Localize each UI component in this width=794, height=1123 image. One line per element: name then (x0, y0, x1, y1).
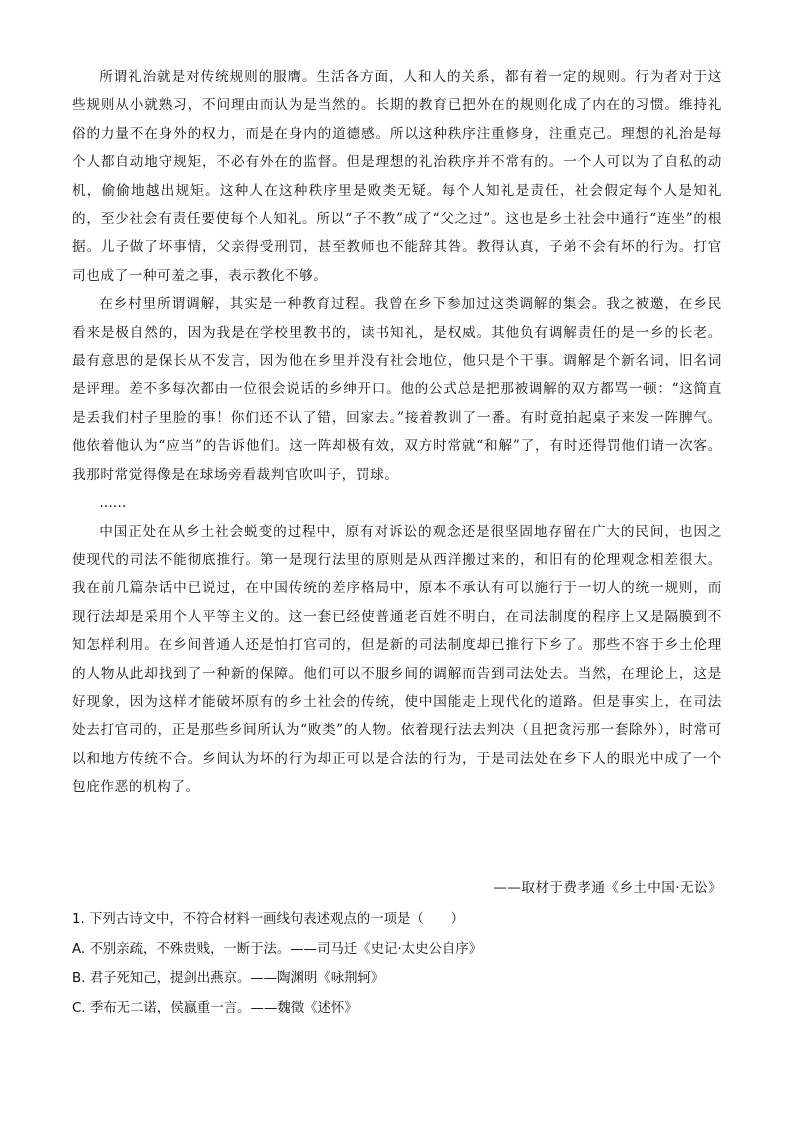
option-b: B. 君子死知己，提剑出燕京。——陶渊明《咏荆轲》 (72, 971, 385, 986)
ellipsis: …… (99, 495, 127, 512)
option-c: C. 季布无二诺，侯嬴重一言。——魏徵《述怀》 (72, 1000, 358, 1016)
question-stem: 1. 下列古诗文中，不符合材料一画线句表述观点的一项是（ ） (72, 912, 464, 927)
reading-passage (72, 63, 722, 802)
paragraph-rule-of-rites: 所谓礼治就是对传统规则的服膺。生活各方面，人和人的关系，都有着一定的规则。行为者对于这些规则从小就熟习，不问理由而认为是当然的。长期的教育已把外在的规则化成了内在的习惯。维持礼俗的力量不在身外的权力，而是在身内的道德感。所以这种秩序注重修身，注重克己。理想的礼治是每个人都自动地守规矩，不必有外在的监督。但是理想的礼治秩序并不常有的。一个人可以为了自私的动机，偷偷地越出规矩。这种人在这种秩序里是败类无疑。每个人知礼是责任，社会假定每个人是知礼的，至少社会有责任要使每个人知礼。所以“子不教”成了“父之过”。这也是乡土社会中通行“连坐”的根据。儿子做了坏事情，父亲得受刑罚，甚至教师也不能辞其咎。教得认真，子弟不会有坏的行为。打官司也成了一种可羞之事，表示教化不够。 (72, 69, 722, 284)
source-citation: ——取材于费孝通《乡土中国·无讼》 (493, 880, 722, 896)
question-block (72, 905, 722, 1023)
paragraph-litigation: 中国正处在从乡土社会蜕变的过程中，原有对诉讼的观念还是很坚固地存留在广大的民间，也因之使现代的司法不能彻底推行。第一是现行法里的原则是从西洋搬过来的，和旧有的伦理观念相差很大。我在前几篇杂话中已说过，在中国传统的差序格局中，原本不承认有可以施行于一切人的统一规则，而现行法却是采用个人平等主义的。这一套已经使普通老百姓不明白，在司法制度的程序上又是隔膜到不知怎样利用。在乡间普通人还是怕打官司的，但是新的司法制度却已推行下乡了。那些不容于乡土伦理的人物从此却找到了一种新的保障。他们可以不服乡间的调解而告到司法处去。当然，在理论上，这是好现象，因为这样才能破坏原有的乡土社会的传统，使中国能走上现代化的道路。但是事实上，在司法处去打官司的，正是那些乡间所认为“败类”的人物。依着现行法去判决（且把贪污那一套除外），时常可以和地方传统不合。乡间认为坏的行为却正可以是合法的行为，于是司法处在乡下人的眼光中成了一个包庇作恶的机构了。 (72, 523, 722, 796)
paragraph-mediation: 在乡村里所谓调解，其实是一种教育过程。我曾在乡下参加过这类调解的集会。我之被邀，在乡民看来是极自然的，因为我是在学校里教书的，读书知礼，是权威。其他负有调解责任的是一乡的长老。最有意思的是保长从不发言，因为他在乡里并没有社会地位，他只是个干事。调解是个新名词，旧名词是评理。差不多每次都由一位很会说话的乡绅开口。他的公式总是把那被调解的双方都骂一顿：“这简直是丢我们村子里脸的事！你们还不认了错，回家去。”接着教训了一番。有时竟拍起桌子来发一阵脾气。他依着他认为“应当”的告诉他们。这一阵却极有效，双方时常就“和解”了，有时还得罚他们请一次客。我那时常觉得像是在球场旁看裁判官吹叫子，罚球。 (72, 296, 722, 483)
option-a: A. 不别亲疏，不殊贵贱，一断于法。——司马迁《史记·太史公自序》 (72, 941, 483, 957)
